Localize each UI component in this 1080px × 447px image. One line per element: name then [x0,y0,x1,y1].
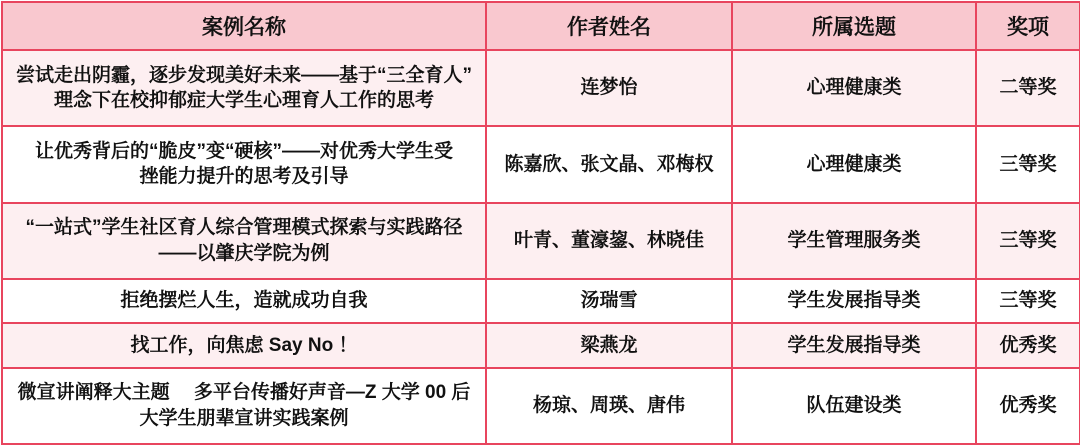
cell-award: 三等奖 [976,203,1080,279]
case-name-line-1: 找工作，向焦虑 Say No ！ [130,334,358,356]
cell-award: 优秀奖 [976,323,1080,367]
cell-case-name [2,203,486,279]
case-name-line-2: 挫能力提升的思考及引导 [139,166,349,188]
cell-case-name [2,323,486,367]
table-header [2,2,1080,50]
cell-author: 汤瑞雪 [486,279,732,323]
table-row [2,279,1080,323]
column-header-case-name: 案例名称 [2,2,486,50]
cell-author: 杨琼、周瑛、唐伟 [486,368,732,444]
cell-case-name [2,279,486,323]
cell-topic: 学生发展指导类 [732,279,976,323]
cell-author: 连梦怡 [486,50,732,126]
award-table-container [0,1,1080,447]
case-name-line-1: 让优秀背后的“脆皮”变“硬核”——对优秀大学生受 [34,140,453,162]
cell-topic: 队伍建设类 [732,368,976,444]
cell-case-name [2,126,486,202]
column-header-author: 作者姓名 [486,2,732,50]
cell-author: 陈嘉欣、张文晶、邓梅权 [486,126,732,202]
cell-case-name [2,368,486,444]
cell-award: 三等奖 [976,126,1080,202]
cell-topic: 学生发展指导类 [732,323,976,367]
cell-award: 优秀奖 [976,368,1080,444]
cell-author: 叶青、董濠鋆、林晓佳 [486,203,732,279]
cell-award: 二等奖 [976,50,1080,126]
table-row [2,126,1080,202]
cell-topic: 学生管理服务类 [732,203,976,279]
award-table [1,1,1080,445]
table-row [2,368,1080,444]
cell-topic: 心理健康类 [732,50,976,126]
table-row [2,203,1080,279]
case-name-line-1: “一站式”学生社区育人综合管理模式探索与实践路径 [25,217,463,239]
cell-topic: 心理健康类 [732,126,976,202]
table-row [2,323,1080,367]
case-name-line-2: 大学生朋辈宣讲实践案例 [139,407,349,429]
cell-case-name [2,50,486,126]
case-name-line-1: 拒绝摆烂人生，造就成功自我 [120,290,368,312]
case-name-line-2: ——以肇庆学院为例 [158,242,330,264]
cell-author: 梁燕龙 [486,323,732,367]
column-header-award: 奖项 [976,2,1080,50]
column-header-topic: 所属选题 [732,2,976,50]
case-name-line-1: 尝试走出阴霾，逐步发现美好未来——基于“三全育人” [15,64,472,86]
table-body [2,50,1080,444]
table-header-row [2,2,1080,50]
cell-award: 三等奖 [976,279,1080,323]
table-row [2,50,1080,126]
case-name-line-2: 理念下在校抑郁症大学生心理育人工作的思考 [53,90,434,112]
case-name-line-1: 微宣讲阐释大主题 多平台传播好声音—Z 大学 00 后 [17,382,471,404]
